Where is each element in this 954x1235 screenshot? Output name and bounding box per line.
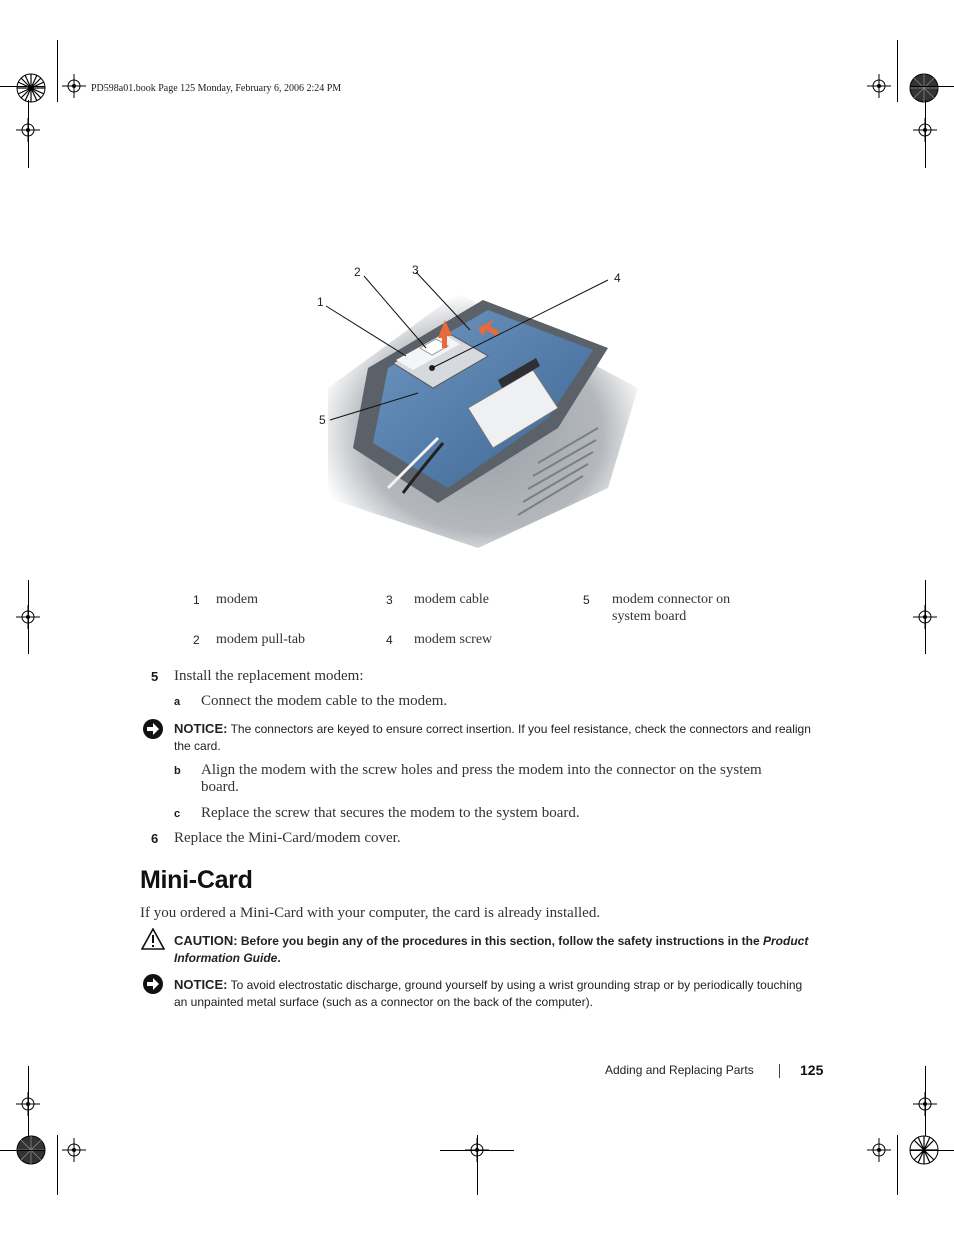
substep-text-a: Connect the modem cable to the modem. [201, 693, 448, 709]
legend-num-3: 3 [386, 593, 393, 607]
caution-text: Before you begin any of the procedures in this section, follow the safety instructions in the [240, 934, 760, 948]
legend-text-4: modem screw [414, 632, 493, 647]
callout-3: 3 [412, 263, 419, 277]
legend-text-1: modem [216, 592, 258, 607]
step-number-5: 5 [151, 669, 159, 684]
substep-text-c: Replace the screw that secures the modem to the system board. [201, 805, 580, 821]
modem-removal-illustration [308, 238, 646, 570]
step-text-5: Install the replacement modem: [174, 668, 364, 684]
caution-triangle-icon [141, 928, 165, 950]
footer-separator [779, 1064, 780, 1078]
callout-5: 5 [319, 413, 326, 427]
legend-text-5-line1: modem connector on [612, 592, 731, 607]
crosshair-icon [62, 1138, 86, 1162]
callout-2: 2 [354, 265, 361, 279]
substep-text-b-line1: Align the modem with the screw holes and press the modem into the connector on the system [201, 762, 762, 778]
caution-safety-instructions [174, 932, 814, 967]
callout-4: 4 [614, 271, 621, 285]
substep-letter-c: c [174, 808, 181, 820]
step-number-6: 6 [151, 831, 159, 846]
modem-illustration-svg [308, 238, 646, 570]
section-intro: If you ordered a Mini-Card with your computer, the card is already installed. [140, 905, 601, 921]
caution-product-guide: Product Information Guide [174, 934, 809, 965]
crosshair-icon [867, 74, 891, 98]
legend-num-4: 4 [386, 633, 393, 647]
step-text-6: Replace the Mini-Card/modem cover. [174, 830, 401, 846]
notice-connectors-keyed [174, 720, 814, 755]
caution-label: CAUTION: [174, 933, 238, 948]
notice-icon [142, 718, 164, 740]
caution-period: . [277, 951, 281, 965]
crosshair-icon [62, 74, 86, 98]
legend-text-2: modem pull-tab [216, 632, 306, 647]
substep-letter-b: b [174, 765, 181, 777]
notice-label: NOTICE: [174, 721, 228, 736]
footer-chapter: Adding and Replacing Parts [605, 1063, 754, 1077]
crosshair-icon [867, 1138, 891, 1162]
print-slug: PD598a01.book Page 125 Monday, February 6, 2006 2:24 PM [91, 83, 342, 94]
notice-icon [142, 973, 164, 995]
legend-num-2: 2 [193, 633, 200, 647]
notice-electrostatic-discharge [174, 976, 814, 1011]
registration-dark-starburst-icon [909, 73, 939, 103]
substep-letter-a: a [174, 696, 181, 708]
substep-text-b-line2: board. [201, 779, 239, 795]
notice-text: The connectors are keyed to ensure correct insertion. If you feel resistance, check the connectors and realign the card. [174, 722, 811, 753]
legend-text-5-line2: system board [612, 609, 687, 624]
legend-text-3: modem cable [414, 592, 490, 607]
legend-num-1: 1 [193, 593, 200, 607]
registration-starburst-icon [16, 73, 46, 103]
notice-label: NOTICE: [174, 977, 228, 992]
notice-text: To avoid electrostatic discharge, ground yourself by using a wrist grounding strap or by periodically touching an unpainted metal surface (such as a connector on the back of the computer). [174, 978, 803, 1009]
footer-page-number: 125 [800, 1062, 824, 1078]
legend-num-5: 5 [583, 593, 590, 607]
section-title: Mini-Card [140, 866, 253, 894]
callout-1: 1 [317, 295, 324, 309]
